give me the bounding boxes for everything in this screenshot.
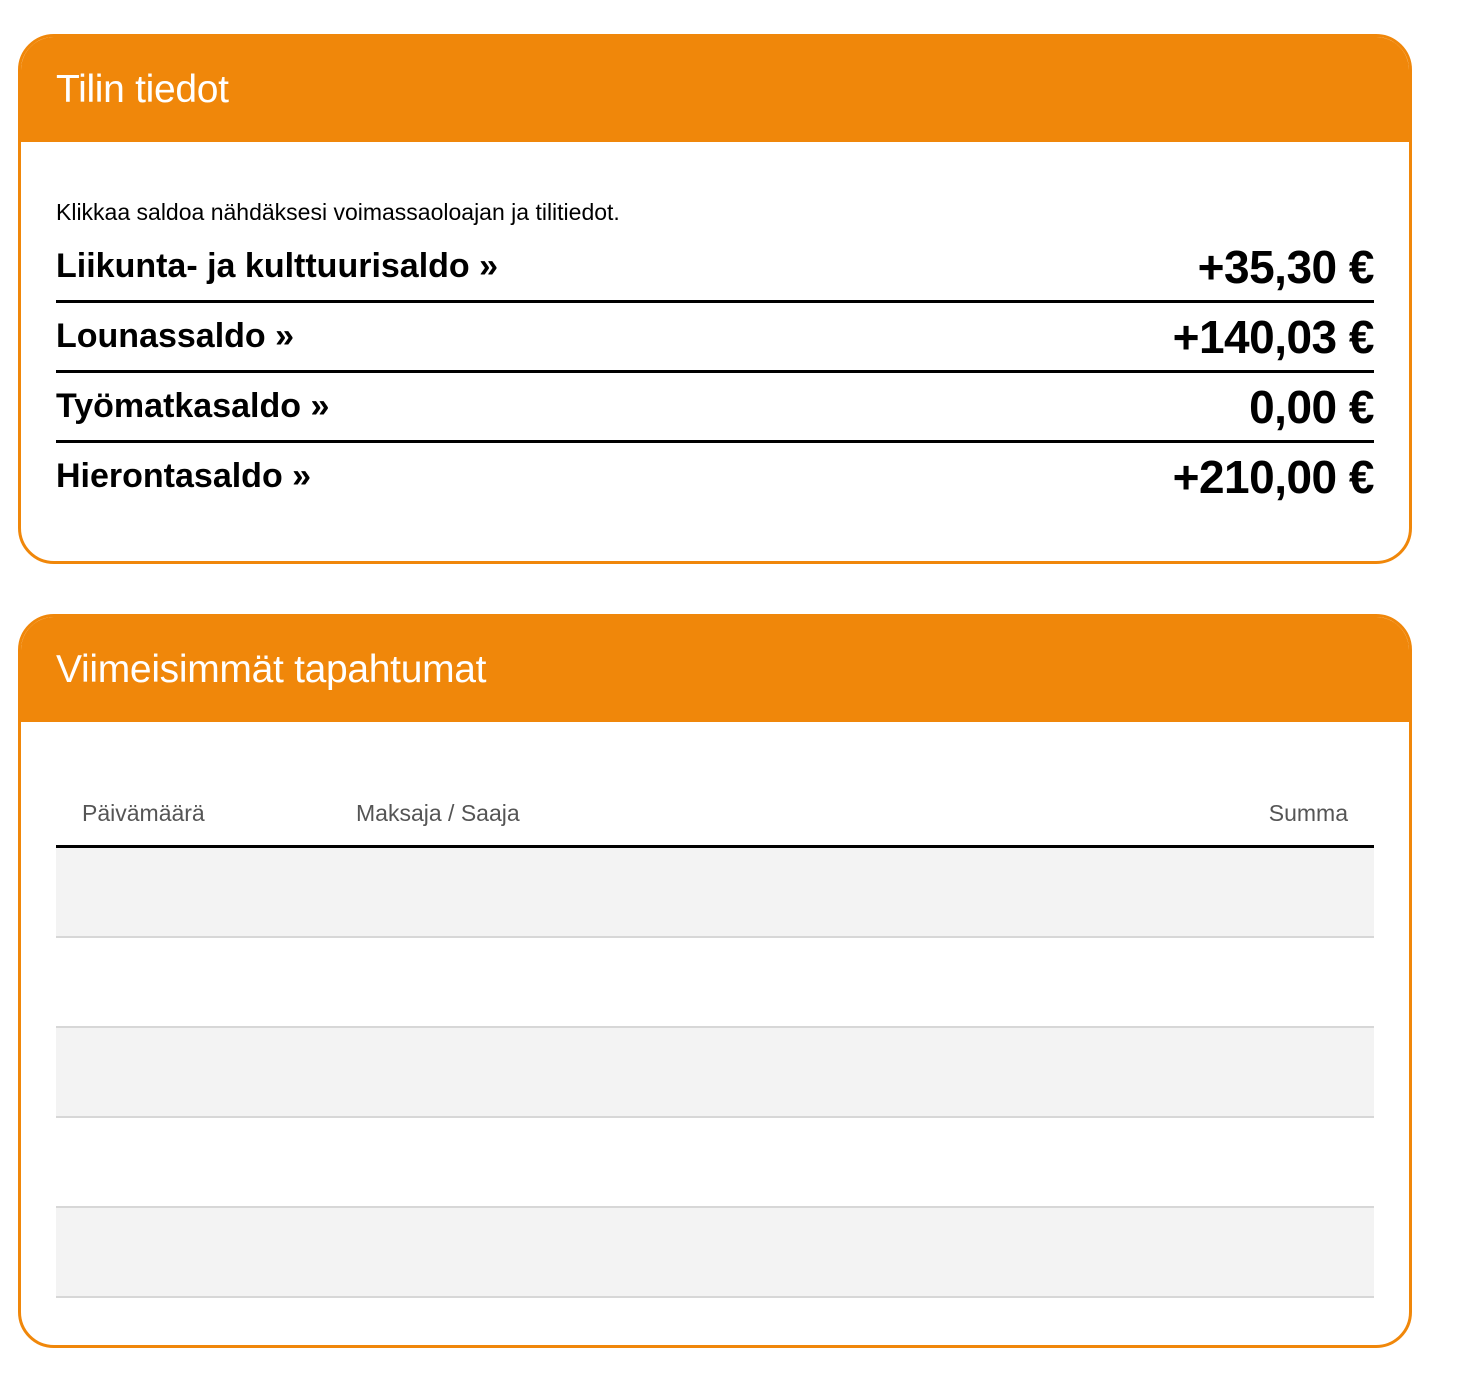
table-row (56, 938, 1374, 1028)
balance-amount: +140,03 € (1172, 310, 1374, 363)
balance-label: Liikunta- ja kulttuurisaldo » (56, 247, 499, 285)
table-row (56, 1208, 1374, 1298)
account-info-header (21, 37, 1409, 142)
table-row (56, 1028, 1374, 1118)
balance-list (56, 233, 1374, 510)
balance-row-massage[interactable] (56, 443, 1374, 510)
column-header-payee: Maksaja / Saaja (356, 800, 520, 826)
column-header-date: Päivämäärä (82, 800, 205, 826)
balance-row-lunch[interactable] (56, 303, 1374, 373)
recent-transactions-header (21, 617, 1409, 722)
recent-transactions-body (21, 782, 1409, 1298)
account-info-body (21, 142, 1409, 510)
balance-label: Lounassaldo » (56, 317, 295, 355)
balance-amount: 0,00 € (1249, 380, 1374, 433)
balance-label: Työmatkasaldo » (56, 387, 330, 425)
recent-transactions-panel (18, 614, 1412, 1348)
table-header (56, 782, 1374, 848)
transactions-table (56, 782, 1374, 1298)
balance-row-commute[interactable] (56, 373, 1374, 443)
table-row (56, 848, 1374, 938)
account-info-title: Tilin tiedot (56, 67, 229, 111)
column-header-sum: Summa (1268, 800, 1348, 826)
balance-amount: +35,30 € (1197, 240, 1374, 293)
account-info-panel (18, 34, 1412, 564)
recent-transactions-title: Viimeisimmät tapahtumat (56, 647, 487, 691)
balance-instructions: Klikkaa saldoa nähdäksesi voimassaoloajan ja tilitiedot. (56, 199, 620, 225)
balance-amount: +210,00 € (1172, 450, 1374, 503)
balance-row-culture[interactable] (56, 233, 1374, 303)
balance-label: Hierontasaldo » (56, 457, 312, 495)
table-row (56, 1118, 1374, 1208)
